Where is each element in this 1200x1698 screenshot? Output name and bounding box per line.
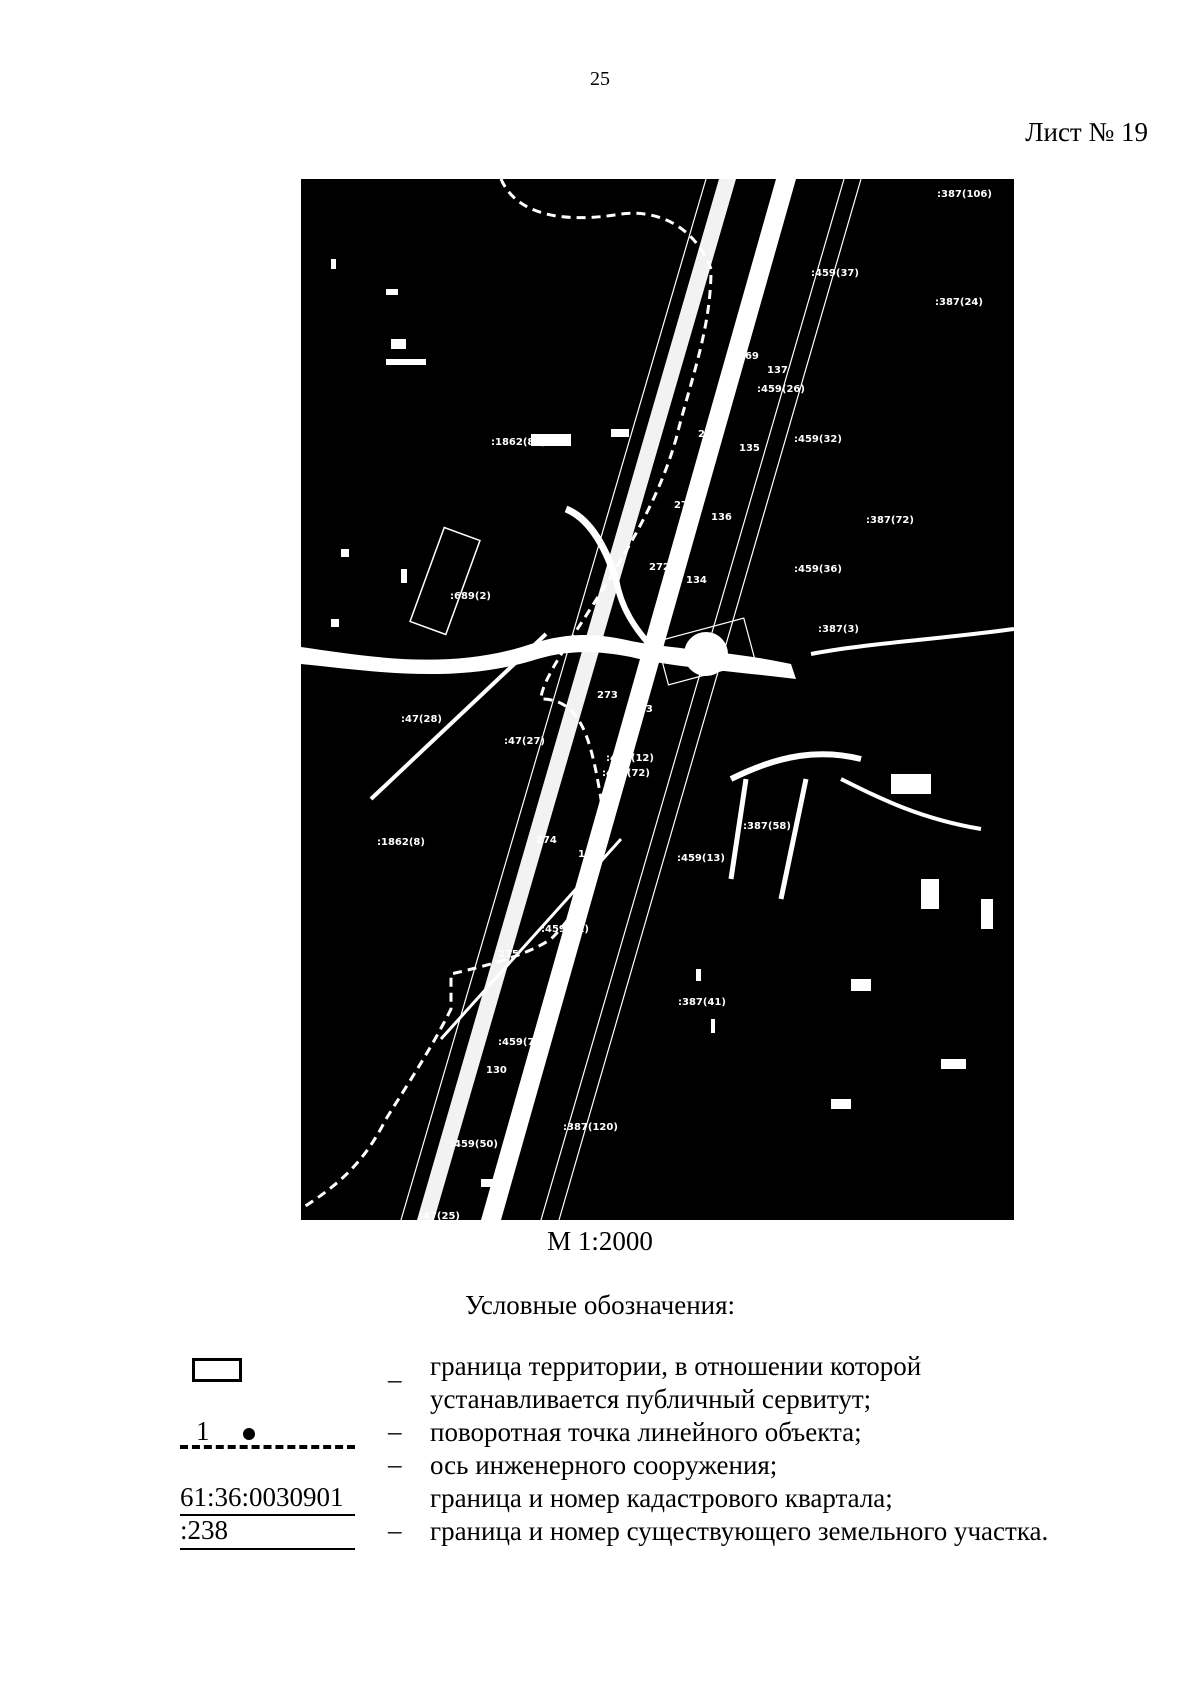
legend-dash: – [388,1416,402,1446]
map-label: :47(28) [401,714,442,725]
map-label: 271 [674,500,695,511]
map-label: :1862(8) [377,837,425,848]
legend-dash: – [388,1364,402,1394]
map-label: 275 [498,949,519,960]
legend-symbol-quarter [180,1482,360,1516]
map-label: :689(2) [450,591,491,602]
map-label: 273 [597,690,618,701]
legend-desc: поворотная точка линейного объекта; [430,1417,862,1447]
legend-symbol-axis [180,1449,360,1483]
map-label: :387(106) [937,189,992,200]
map-label: :459(71) [498,1037,546,1048]
map-label: 134 [686,575,707,586]
map-label: :459(50) [450,1139,498,1150]
map-label: :459(37) [811,268,859,279]
map-label: :387(120) [563,1122,618,1133]
legend-desc [430,1350,921,1416]
map-label: :459(72) [602,768,650,779]
dot-icon [243,1428,255,1440]
map-label: :387(41) [678,997,726,1008]
map-scale: М 1:2000 [547,1226,653,1256]
map-label: 130 [486,1065,507,1076]
legend-desc-line: граница территории, в отношении которой [430,1351,922,1381]
cadastral-quarter-number: 61:36:0030901 [180,1482,344,1512]
map-svg [301,179,1014,1220]
map-label: 132 [578,849,599,860]
map-label: :459(31) [541,924,589,935]
map-label: :47(27) [504,736,545,747]
map-label: 137 [767,365,788,376]
interchange [684,632,728,676]
map-label: :387(24) [935,297,983,308]
legend-title: Условные обозначения: [464,1290,736,1320]
map-label: 272 [649,562,670,573]
map-label: :459(26) [757,384,805,395]
map-label: 133 [632,704,653,715]
map-label: :1862(81) [491,437,546,448]
legend-dash: – [388,1515,402,1545]
map-label: 274 [536,835,557,846]
underline-icon [180,1548,355,1550]
rectangle-icon [192,1358,242,1382]
cadastral-map [301,179,1014,1220]
legend-dash: – [388,1449,402,1479]
map-label: :387(58) [743,821,791,832]
map-background [301,179,1014,1220]
map-label: 135 [739,443,760,454]
land-plot-number: :238 [180,1515,229,1545]
map-label: :387(72) [866,515,914,526]
map-label: :459(32) [794,434,842,445]
map-label: :387(3) [818,624,859,635]
map-label: :459(12) [606,753,654,764]
map-label: 270 [698,429,719,440]
legend-desc: ось инженерного сооружения; [430,1450,778,1480]
page-number: 25 [590,68,610,90]
legend-desc: граница и номер существующего земельного участка. [430,1516,1049,1546]
dashed-line-icon [180,1445,355,1449]
map-label: 269 [738,351,759,362]
map-label: :459(36) [794,564,842,575]
map-label: :47(25) [419,1211,460,1220]
point-number: 1 [196,1416,210,1446]
legend-symbol-plot [180,1515,360,1551]
map-label: 136 [711,512,732,523]
legend-desc-line: устанавливается публичный сервитут; [430,1384,872,1414]
sheet-label: Лист № 19 [1025,117,1148,147]
map-label: :459(13) [677,853,725,864]
legend-symbol-rectangle [180,1350,360,1390]
legend-desc: граница и номер кадастрового квартала; [430,1483,893,1513]
